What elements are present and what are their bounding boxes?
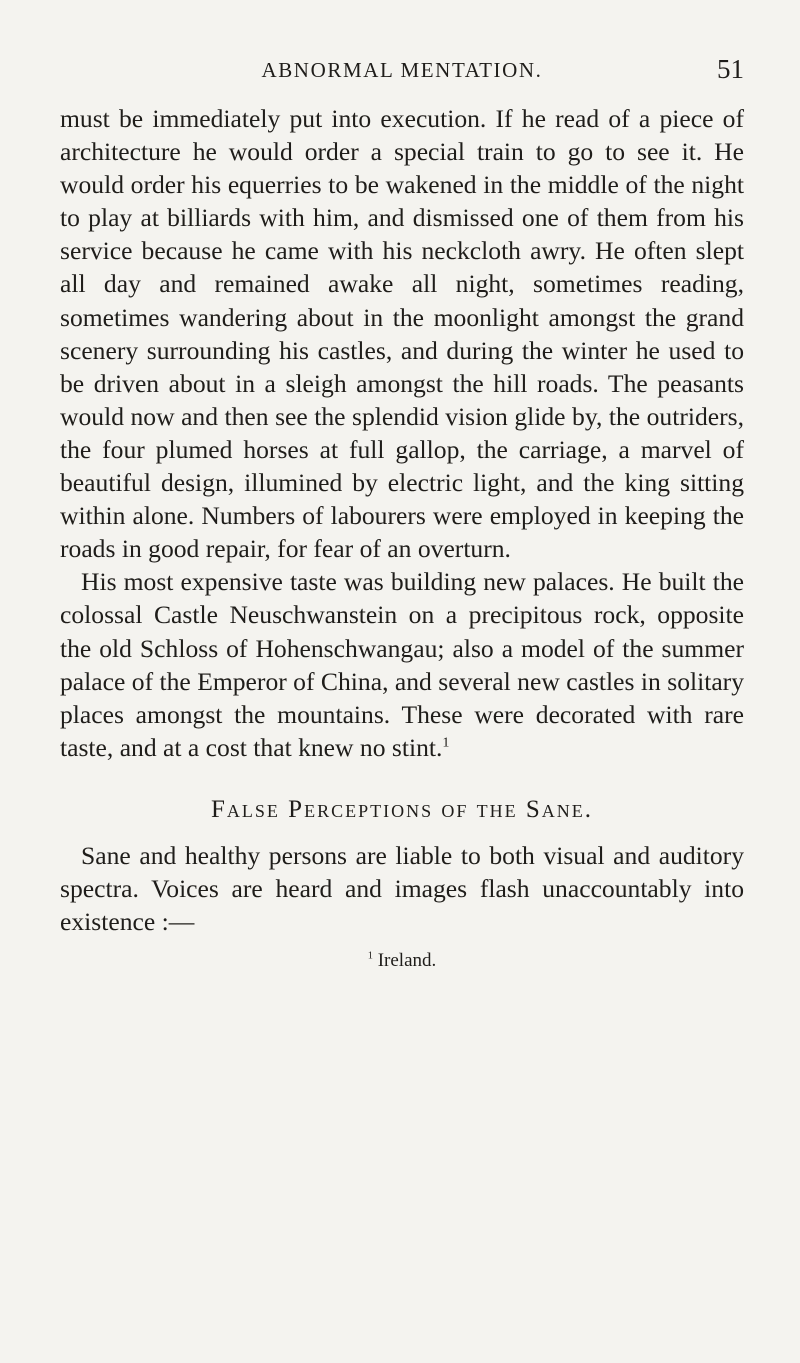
running-title: ABNORMAL MENTATION. [261, 58, 543, 82]
paragraph-text: His most expensive taste was building new palaces. He built the colossal Castle Neuschwanstein on a precipitous rock, opposite the old Schloss of Hohenschwangau; also a model of the summer palace of the Emperor of China, and several new castles in solitary places amongst the mountains. These were decorated with rare taste, and at a cost that knew no stint. [60, 567, 744, 762]
section-heading: False Perceptions of the Sane. [211, 795, 593, 823]
footnote [60, 950, 744, 972]
paragraph-text: must be immediately put into execution. If he read of a piece of architecture he would order a special train to go to see it. He would order his equerries to be wakened in the middle of the night to play at billiards with him, and dismissed one of them from his service because he came with his neckcloth awry. He often slept all day and remained awake all night, sometimes reading, sometimes wandering about in the moonlight amongst the grand scenery surrounding his castles, and during the winter he used to be driven about in a sleigh amongst the hill roads. The peasants would now and then see the splendid vision glide by, the outriders, the four plumed horses at full gallop, the carriage, a marvel of beautiful design, illumined by electric light, and the king sitting within alone. Numbers of labourers were employed in keeping the roads in good repair, for fear of an overturn. [60, 104, 744, 564]
page-number: 51 [717, 54, 744, 84]
paragraph-false-perceptions [60, 839, 744, 938]
paragraph-palaces [60, 565, 744, 764]
paragraph-continuation [60, 102, 744, 565]
footnote-marker: 1 [367, 950, 373, 962]
paragraph-text: Sane and healthy persons are liable to both visual and auditory spectra. Voices are heard and images flash unaccountably into existence :— [60, 840, 744, 937]
page-header [60, 52, 744, 92]
body-text [60, 102, 744, 938]
book-page [60, 52, 744, 972]
footnote-reference: 1 [442, 734, 450, 751]
footnote-text: Ireland. [377, 950, 437, 972]
